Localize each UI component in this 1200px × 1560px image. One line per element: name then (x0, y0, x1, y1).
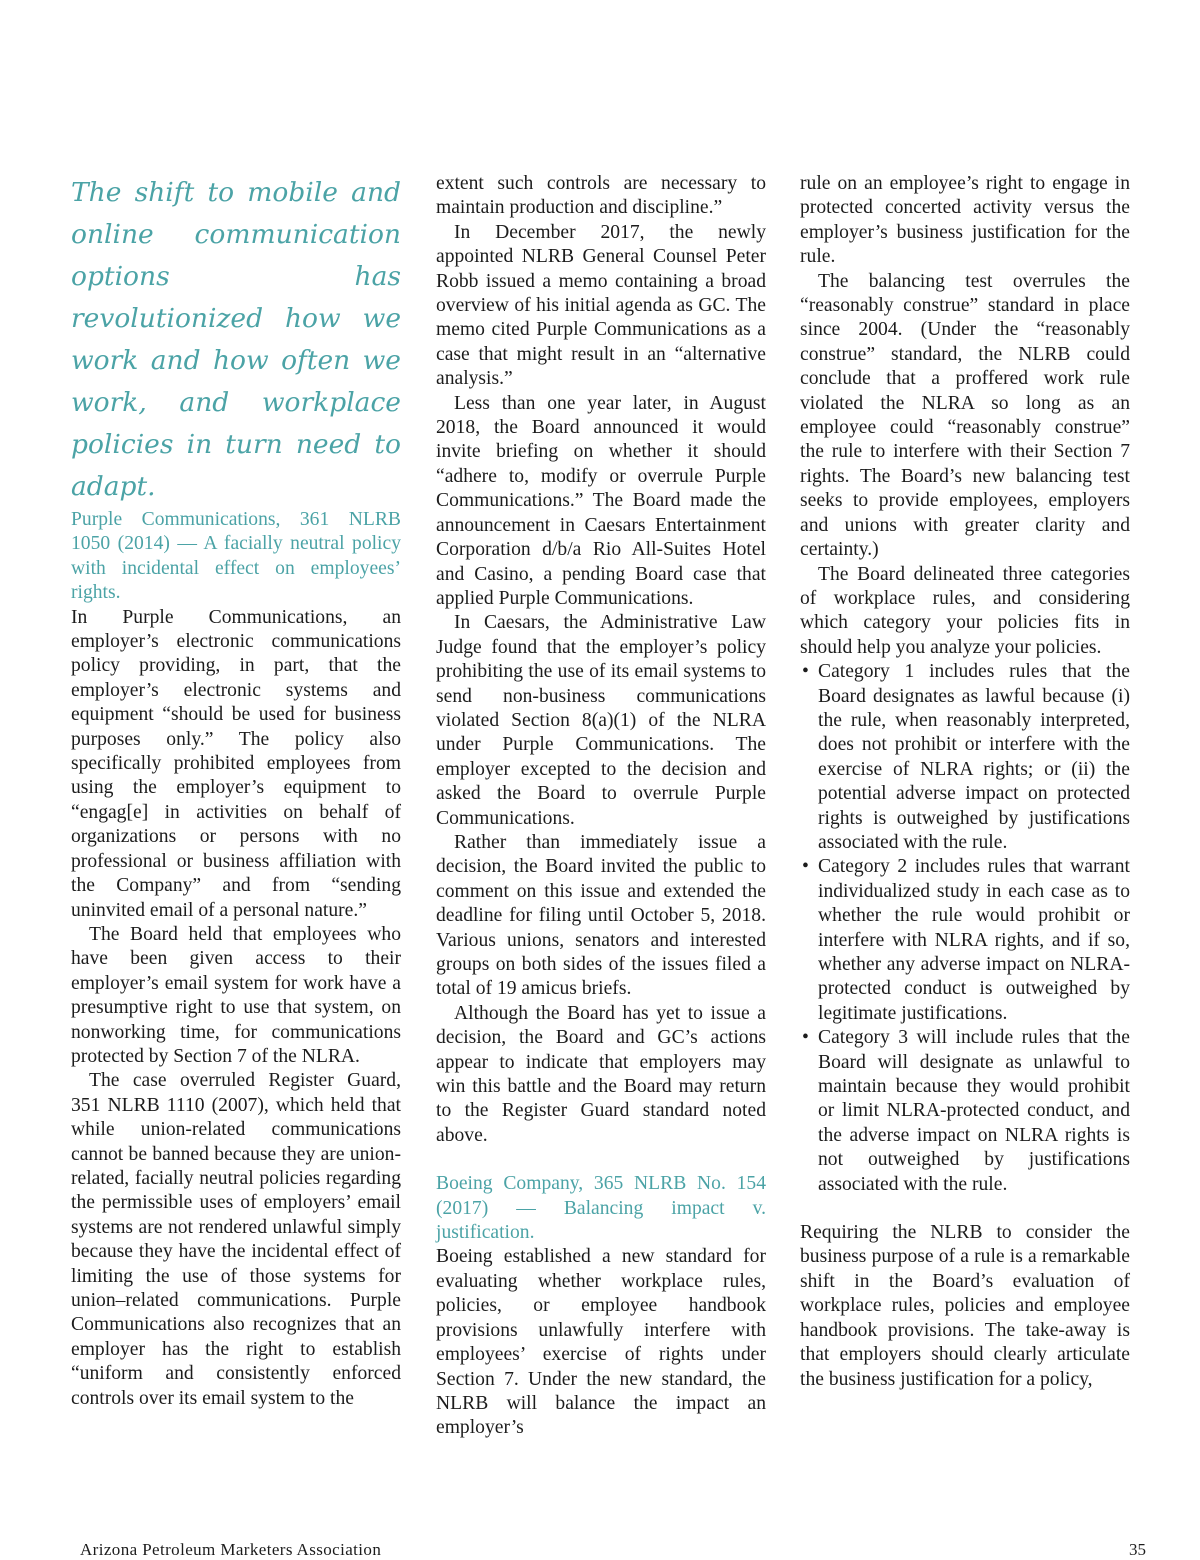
column-1 (71, 172, 401, 1411)
paragraph: The Board held that employees who have been given access to their employer’s email system for work have a presumptive right to use that system, on nonworking time, for communications protected by Section 7 of the NLRA. (71, 923, 401, 1067)
paragraph: Although the Board has yet to issue a decision, the Board and GC’s actions appear to indicate that employers may win this battle and the Board may return to the Register Guard standard noted above. (436, 1002, 766, 1146)
paragraph: extent such controls are necessary to maintain production and discipline.” (436, 173, 766, 219)
paragraph: The balancing test overrules the “reasonably construe” standard in place since 2004. (Under the “reasonably construe” standard, the NLRB could conclude that a proffered work rule violated the NLRA so long as an employee could “reasonably construe” the rule to interfere with their Section 7 rights. The Board’s new balancing test seeks to provide employees, employers and unions with greater clarity and certainty.) (800, 270, 1130, 561)
paragraph: In Caesars, the Administrative Law Judge found that the employer’s policy prohibiting the use of its email systems to send non-business communications violated Section 8(a)(1) of the NLRA under Purple Communications. The employer excepted to the decision and asked the Board to overrule Purple Communications. (436, 612, 766, 829)
footer-publication: Arizona Petroleum Marketers Association (80, 1540, 382, 1559)
paragraph: In Purple Communications, an employer’s electronic communications policy providing, in part, that the employer’s electronic systems and equipment “should be used for business purposes only.” The policy also specifically prohibited employees from using the employer’s equipment to “engag[e] in activities on behalf of organizations or persons with no professional or business affiliation with the Company” and from “sending uninvited email of a personal nature.” (71, 606, 401, 921)
paragraph: Requiring the NLRB to consider the business purpose of a rule is a remarkable shift in the Board’s evaluation of workplace rules, policies and employee handbook provisions. The take-away is that employers should clearly articulate the business justification for a policy, (800, 1222, 1130, 1390)
paragraph: rule on an employee’s right to engage in protected concerted activity versus the employer’s business justification for the rule. (800, 173, 1130, 268)
pull-quote: The shift to mobile and online communication options has revolutionized how we work and how often we work, and workplace policies in turn need to adapt. (71, 177, 401, 502)
spacer (800, 1197, 1130, 1221)
bullet-icon: • (802, 1027, 809, 1049)
section-heading-purple-communications: Purple Communications, 361 NLRB 1050 (2014) — A facially neutral policy with incidental effect on employees’ rights. (71, 509, 401, 604)
page-number: 35 (1129, 1540, 1146, 1559)
list-item: • Category 2 includes rules that warrant individualized study in each case as to whether the rule would prohibit or interfere with NLRA rights, and if so, whether any adverse impact on NLRA-protected conduct is outweighed by legitimate justifications. (802, 856, 1130, 1024)
paragraph: Rather than immediately issue a decision, the Board invited the public to comment on this issue and extended the deadline for filing until October 5, 2018. Various unions, senators and interested groups on both sides of the issues filed a total of 19 amicus briefs. (436, 831, 766, 1000)
spacer (436, 1148, 766, 1172)
paragraph: The Board delineated three categories of workplace rules, and considering which category your policies fits in should help you analyze your policies. (800, 563, 1130, 658)
bullet-icon: • (802, 856, 809, 878)
list-item: • Category 1 includes rules that the Board designates as lawful because (i) the rule, when reasonably interpreted, does not prohibit or interfere with the exercise of NLRA rights; or (ii) the potential adverse impact on protected rights is outweighed by justifications associated with the rule. (802, 661, 1130, 853)
section-heading-boeing-company: Boeing Company, 365 NLRB No. 154 (2017) — Balancing impact v. justification. (436, 1173, 766, 1244)
list-item: • Category 3 will include rules that the Board will designate as unlawful to maintain because they would prohibit or limit NLRA-protected conduct, and the adverse impact on NLRA rights is not outweighed by justifications associated with the rule. (802, 1027, 1130, 1195)
paragraph: Boeing established a new standard for evaluating whether workplace rules, policies, or employee handbook provisions unlawfully interfere with employees’ exercise of rights under Section 7. Under the new standard, the NLRB will balance the impact an employer’s (436, 1246, 766, 1439)
paragraph: The case overruled Register Guard, 351 NLRB 1110 (2007), which held that while union-related communications cannot be banned because they are union-related, facially neutral policies regarding the permissible uses of employers’ email systems are not rendered unlawful simply because they have the incidental effect of limiting the use of those systems for union–related communications. Purple Communications also recognizes that an employer has the right to establish “uniform and consistently enforced controls over its email system to the (71, 1070, 401, 1409)
paragraph: Less than one year later, in August 2018, the Board announced it would invite briefing on whether it should “adhere to, modify or overrule Purple Communications.” The Board made the announcement in Caesars Entertainment Corporation d/b/a Rio All-Suites Hotel and Casino, a pending Board case that applied Purple Communications. (436, 392, 766, 609)
bullet-icon: • (802, 661, 809, 683)
column-2 (436, 172, 766, 1441)
column-3 (800, 172, 1130, 1392)
paragraph: In December 2017, the newly appointed NLRB General Counsel Peter Robb issued a memo containing a broad overview of his initial agenda as GC. The memo cited Purple Communications as a case that might result in an “alternative analysis.” (436, 221, 766, 390)
category-list (800, 660, 1130, 1197)
